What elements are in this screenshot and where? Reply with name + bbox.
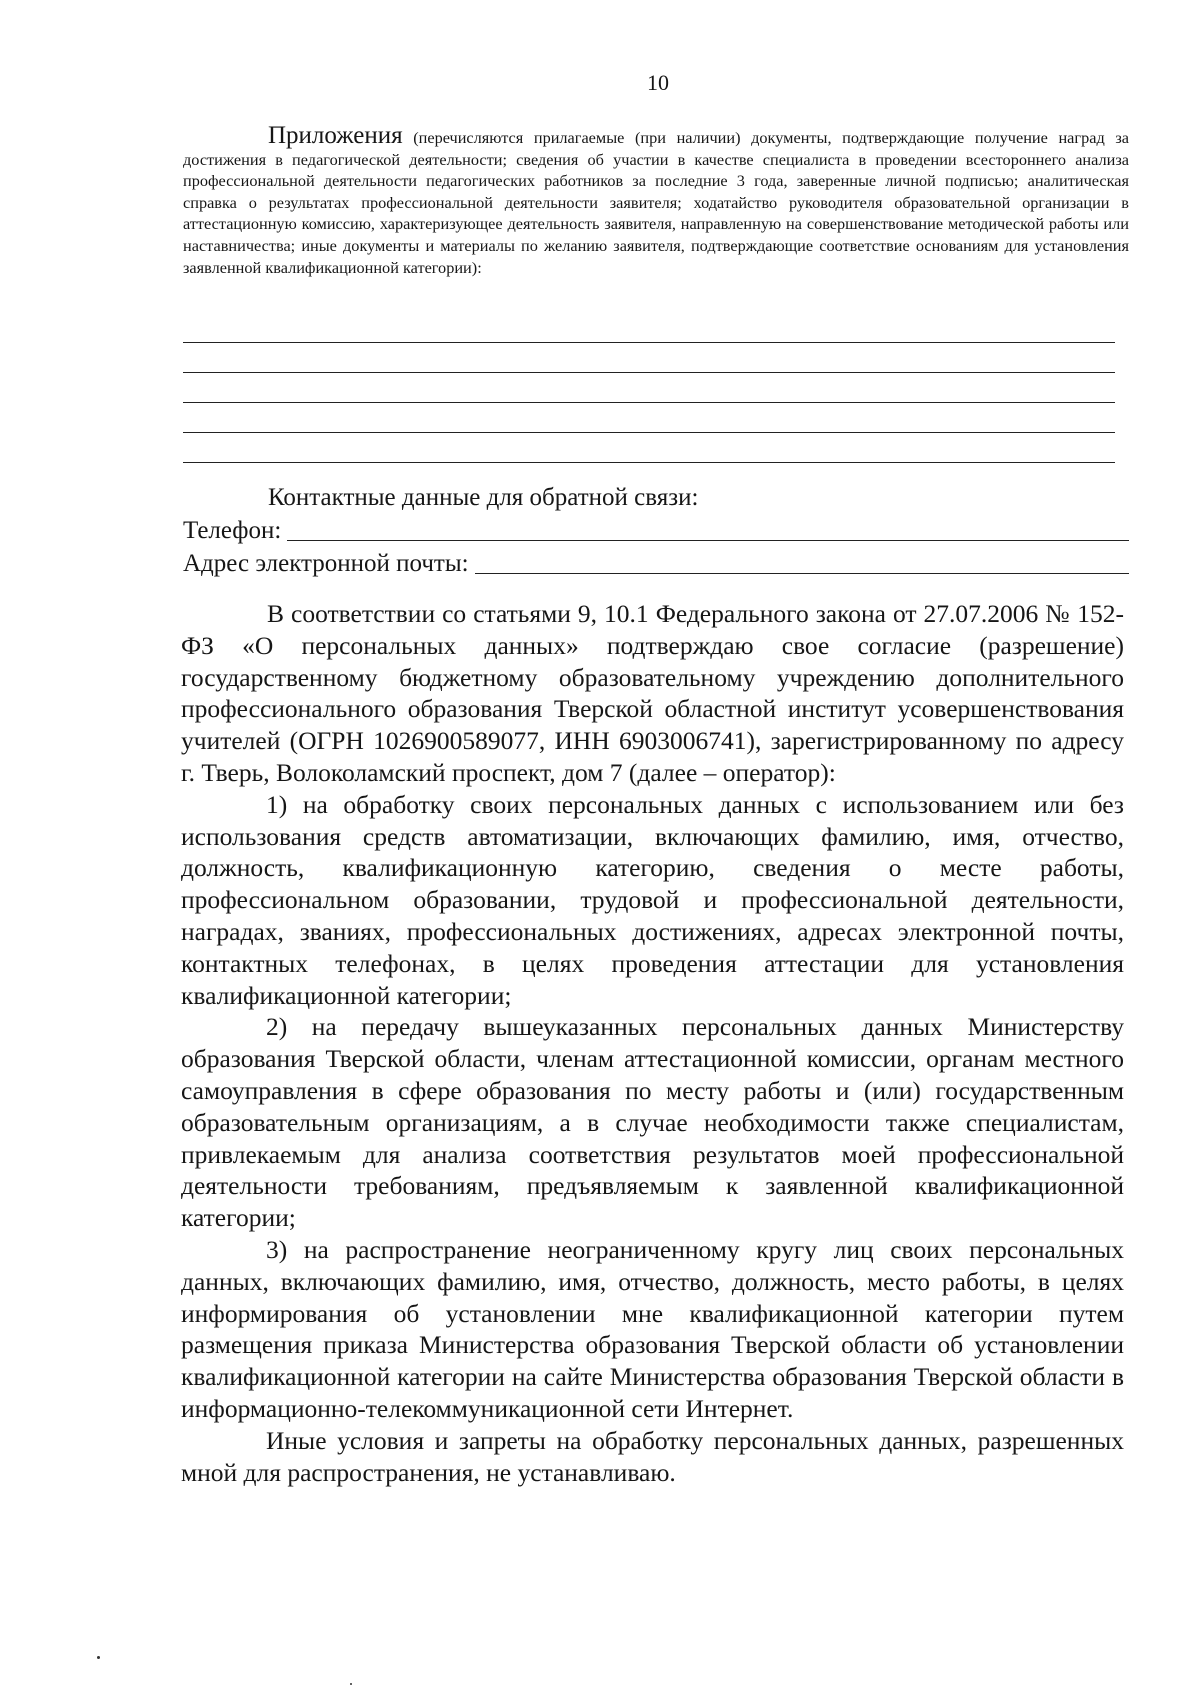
consent-item-2: 2) на передачу вышеуказанных персональных данных Министерству образования Тверской области, членам аттестационной комиссии, органам местного самоуправления в сфере образования по месту работы и (или) государственным образовательным организациям, а в случае необходимости также специалистам, привлекаемым для анализа соответствия результатов моей профессиональной деятельности требованиям, предъявляемым к заявленной квалификационной категории; (181, 1012, 1124, 1233)
contacts-heading: Контактные данные для обратной связи: (268, 484, 699, 511)
consent-text (181, 598, 1124, 1488)
phone-label: Телефон: (183, 517, 282, 544)
appendix-instructions: (перечисляются прилагаемые (при наличии) документы, подтверждающие получение наград за достижения в педагогической деятельности; сведения об участии в качестве специалиста в проведении всестороннего анализа профессиональной деятельности педагогических работников за последние 3 года, заверенные личной подписью; аналитическая справка о результатах профессиональной деятельности заявителя; ходатайство руководителя образовательной организации в аттестационную комиссию, характеризующее деятельность заявителя, направленную на совершенствование методической работы или наставничества; иные документы и материалы по желанию заявителя, подтверждающие соответствие основаниям для установления заявленной квалификационной категории): (183, 128, 1129, 277)
consent-closing: Иные условия и запреты на обработку персональных данных, разрешенных мной для распространения, не устанавливаю. (181, 1425, 1124, 1487)
consent-item-3: 3) на распространение неограниченному кругу лиц своих персональных данных, включающих фамилию, имя, отчество, должность, место работы, в целях информирования об установлении мне квалификационной категории путем размещения приказа Министерства образования Тверской области об установлении квалификационной категории на сайте Министерства образования Тверской области в информационно-телекоммуникационной сети Интернет. (181, 1234, 1124, 1423)
phone-row (183, 514, 1129, 547)
email-fill-line (475, 572, 1129, 574)
email-row (183, 547, 1129, 580)
scan-speck (97, 1656, 100, 1659)
consent-intro: В соответствии со статьями 9, 10.1 Федерального закона от 27.07.2006 № 152-ФЗ «О персональных данных» подтверждаю свое согласие (разрешение) государственному бюджетному образовательному учреждению дополнительного профессионального образования Тверской областной институт усовершенствования учителей (ОГРН 1026900589077, ИНН 6903006741), зарегистрированному по адресу г. Тверь, Волоколамский проспект, дом 7 (далее – оператор): (181, 599, 1124, 787)
consent-item-1: 1) на обработку своих персональных данных с использованием или без использования средств автоматизации, включающих фамилию, имя, отчество, должность, квалификационную категорию, сведения о месте работы, профессиональном образовании, трудовой и профессиональной деятельности, наградах, званиях, профессиональных достижениях, адресах электронной почты, контактных телефонах, в целях проведения аттестации для установления квалификационной категории; (181, 789, 1124, 1010)
contacts-section (183, 481, 1129, 580)
appendix-section (183, 122, 1129, 278)
appendix-blank-line (183, 462, 1115, 463)
appendix-blank-line (183, 402, 1115, 403)
appendix-blank-line (183, 342, 1115, 343)
email-label: Адрес электронной почты: (183, 550, 469, 577)
scan-speck (350, 1683, 352, 1685)
page-number: 10 (647, 70, 669, 95)
appendix-heading: Приложения (268, 122, 403, 149)
phone-fill-line (287, 539, 1129, 541)
appendix-blank-line (183, 432, 1115, 433)
appendix-blank-line (183, 372, 1115, 373)
